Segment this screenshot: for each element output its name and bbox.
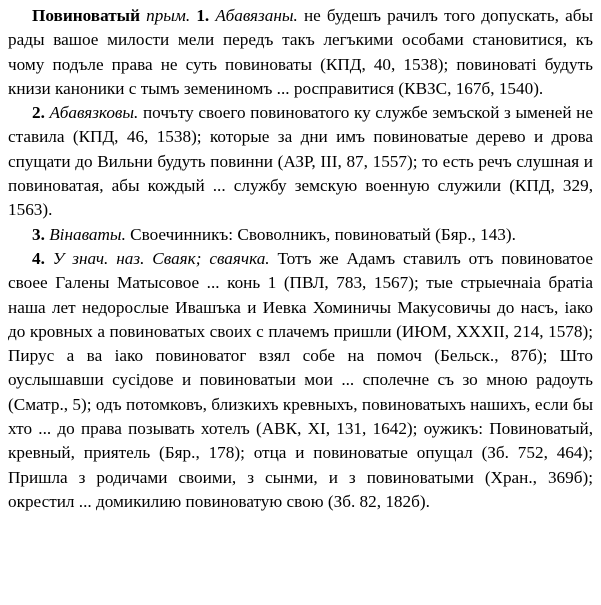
- sense-number: 2.: [32, 103, 45, 123]
- sense-number: 4.: [32, 248, 45, 268]
- sense-1: [8, 4, 593, 101]
- sense-text: Тотъ же Адамъ ставилъ отъ повиноватое своее Галены Матысовое ... конь 1 (ПВЛ, 783, 1567); тые стрыечнаiа братiа наша лет недорослые Ивашъка и Иевка Хоминичы Макусовичы до насъ, iако до кровных а повиноватых своих с плачемъ пришли (ИЮМ, XXXII, 214, 1578); Пирус а ва iако повиноватог взял собе на помоч (Бельск., 87б); Што оуслышавши сусiдове и повиноватыи мои ... сполечне съ зо мною радоуть (Сматр., 5); одъ потомковъ, близкихъ кревныхъ, повиноватыхъ нашихъ, если бы хто ... до права позывать хотелъ (АВК, XI, 131, 1642); оужикъ: Повиноватый, кревный, приятель (Бяр., 178); отца и повиноватые опущал (Зб. 752, 464); Пришла з родичами своими, з сынми, и з повиноватыми (Хран., 369б); окрестил ... домикилию повиноватую свою (Зб. 82, 182б).: [8, 248, 594, 511]
- sense-2: [8, 101, 593, 222]
- sense-text: Своечинникъ: Своволникъ, повиноватый (Бяр., 143).: [130, 224, 516, 244]
- sense-number: 1.: [196, 6, 210, 25]
- sense-gloss: У знач. наз. Сваяк; сваячка.: [52, 248, 270, 268]
- sense-gloss: Абавязаны.: [215, 6, 298, 25]
- sense-3: [8, 223, 593, 247]
- sense-text: почъту своего повиноватого ку службе земъской з ыменей не ставила (КПД, 46, 1538); которые за дни имъ повиноватые дерево и дрова спущати до Вильни будуть повинни (АЗР, III, 87, 1557); то есть речъ слушная и повиноватая, абы кождый ... службу земскую военную служили (КПД, 329, 1563).: [8, 103, 594, 220]
- sense-text: не будешъ рачилъ того допускать, абы рады вашое милости мели передъ такъ легъкими особами становитися, къ чому подъле права не суть повиноваты (КПД, 40, 1538); повиноватi будуть книзи каноники с тымъ земениномъ ... росправитися (КВЗС, 167б, 1540).: [8, 6, 594, 98]
- sense-number: 3.: [32, 224, 45, 244]
- headword: Повиноватый: [32, 6, 140, 25]
- sense-gloss: Абавязковы.: [49, 103, 139, 123]
- sense-4: [8, 247, 593, 514]
- sense-gloss: Вінаваты.: [49, 224, 126, 244]
- part-of-speech: прым.: [146, 6, 191, 25]
